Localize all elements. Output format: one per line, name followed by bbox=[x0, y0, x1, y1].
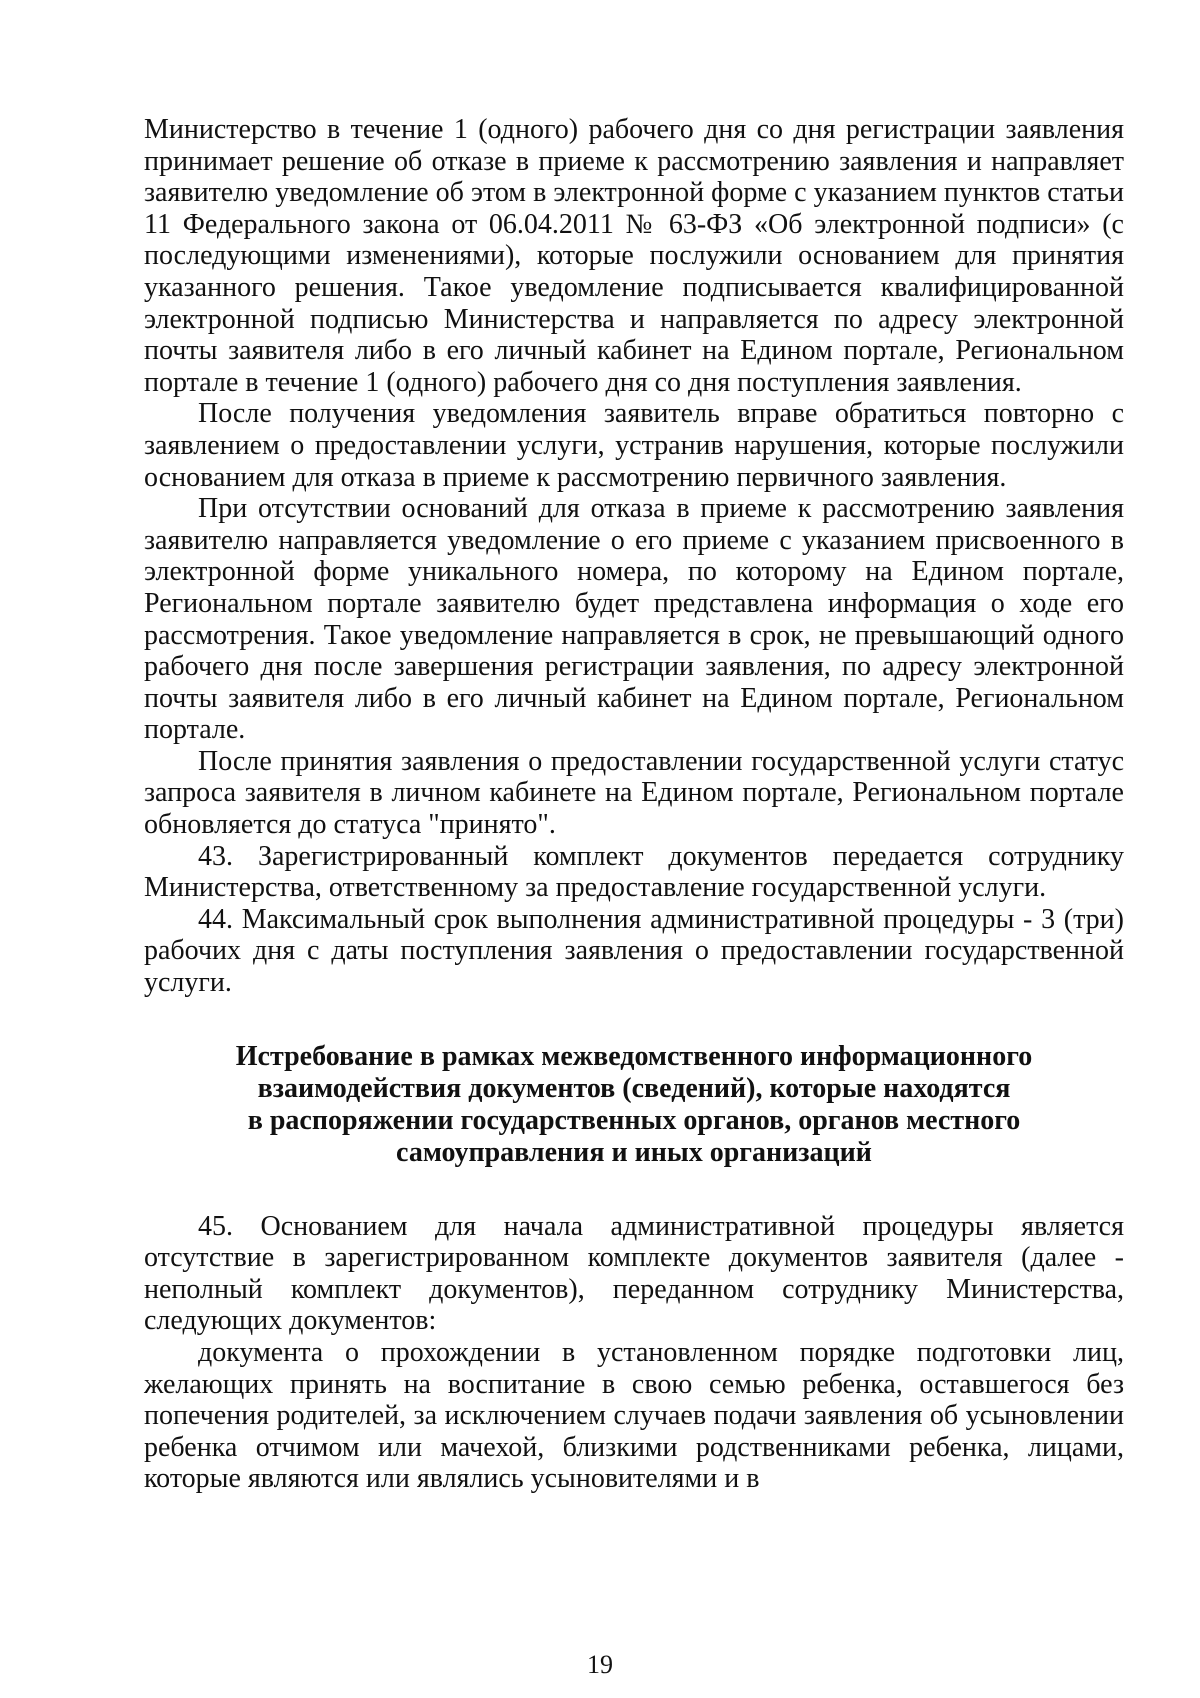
section-heading bbox=[144, 1041, 1124, 1169]
heading-line: в распоряжении государственных органов, органов местного bbox=[247, 1104, 1021, 1136]
paragraph-44: 44. Максимальный срок выполнения административной процедуры - 3 (три) рабочих дня с даты поступления заявления о предоставлении государственной услуги. bbox=[144, 903, 1124, 999]
paragraph-notice-refusal: Министерство в течение 1 (одного) рабочего дня со дня регистрации заявления принимает решение об отказе в приеме к рассмотрению заявления и направляет заявителю уведомление об этом в электронной форме с указанием пунктов статьи 11 Федерального закона от 06.04.2011 № 63-ФЗ «Об электронной подписи» (с последующими изменениями), которые послужили основанием для принятия указанного решения. Такое уведомление подписывается квалифицированной электронной подписью Министерства и направляется по адресу электронной почты заявителя либо в его личный кабинет на Едином портале, Региональном портале в течение 1 (одного) рабочего дня со дня поступления заявления. bbox=[144, 114, 1124, 398]
paragraph-document-training: документа о прохождении в установленном порядке подготовки лиц, желающих принять на воспитание в свою семью ребенка, оставшегося без попечения родителей, за исключением случаев подачи заявления об усыновлении ребенка отчимом или мачехой, близкими родственниками ребенка, лицами, которые являются или являлись усыновителями и в bbox=[144, 1337, 1124, 1495]
heading-line: взаимодействия документов (сведений), которые находятся bbox=[257, 1072, 1011, 1104]
heading-line: самоуправления и иных организаций bbox=[396, 1136, 872, 1168]
paragraph-repeat-application: После получения уведомления заявитель вправе обратиться повторно с заявлением о предоставлении услуги, устранив нарушения, которые послужили основанием для отказа в приеме к рассмотрению первичного заявления. bbox=[144, 398, 1124, 493]
heading-line: Истребование в рамках межведомственного информационного bbox=[235, 1040, 1033, 1072]
paragraph-acceptance-notice: При отсутствии оснований для отказа в приеме к рассмотрению заявления заявителю направляется уведомление о его приеме с указанием присвоенного в электронной форме уникального номера, по которому на Едином портале, Региональном портале заявителю будет представлена информация о ходе его рассмотрения. Такое уведомление направляется в срок, не превышающий одного рабочего дня после завершения регистрации заявления, по адресу электронной почты заявителя либо в его личный кабинет на Едином портале, Региональном портале. bbox=[144, 493, 1124, 746]
paragraph-status-update: После принятия заявления о предоставлении государственной услуги статус запроса заявителя в личном кабинете на Едином портале, Региональном портале обновляется до статуса "принято". bbox=[144, 745, 1124, 841]
paragraph-43: 43. Зарегистрированный комплект документов передается сотруднику Министерства, ответственному за предоставление государственной услуги. bbox=[144, 840, 1124, 904]
document-page bbox=[144, 114, 1124, 1495]
page-number: 19 bbox=[587, 1650, 613, 1679]
paragraph-45: 45. Основанием для начала административной процедуры является отсутствие в зарегистрированном комплекте документов заявителя (далее - неполный комплект документов), переданном сотруднику Министерства, следующих документов: bbox=[144, 1210, 1124, 1337]
